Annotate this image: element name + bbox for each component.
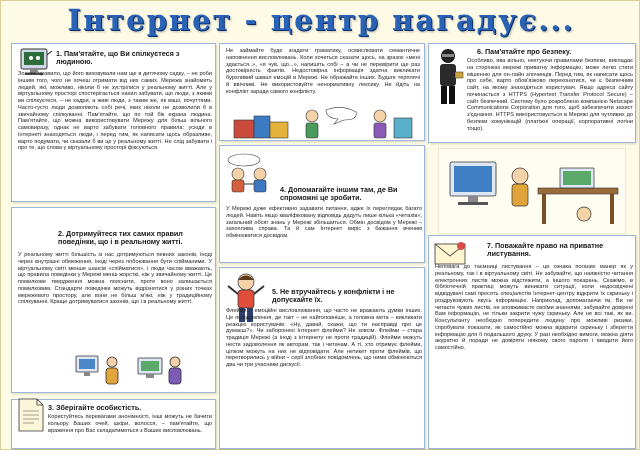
section-3-heading: 3. Зберігайте особистість. — [48, 403, 142, 412]
section-1-box — [11, 43, 216, 202]
document-icon — [16, 396, 46, 434]
section-5-box — [219, 267, 425, 449]
hacker-figure-illustration — [431, 46, 465, 106]
section-2-box — [11, 207, 216, 393]
section-2-text: У реальному житті більшість із нас дотримуються певних законів, іноді через внутрішні обмеження, іноді через побоювання бути спійманими. У віртуальному світі менше шансів «спійматися», і люди часом вважають, що правила поведінки у Мережі менш жорсткі, ніж у звичайному житті. Це помилкове твердження можна пояснити, проте воно залишається помилковим. Стандарти поведінки можуть відрізнятися у різних точках мережевого простору, але вони не більш м'які, ніж у традиційному спілкуванні. Кращe дотримуватися законів, що і в реальному житті. — [18, 252, 212, 306]
section-3-text: Користуйтесь перевагами анонімності, інші можуть не бачити кольору Ваших очей, шкіри, волосся, – пам'ятайте, що враження про Вас складатиметься з Ваших висловлювань. — [48, 414, 212, 434]
section-5-text: Флейми – емоційні висловлювання, що часто не вражають думки інших. Це повідомлення, де такт – не найголовніше, а головна мета – викликати реакцію користувачів: «Ну, давай, скажи, що ти насправді про це думаєш?». Чи заборонені Інтернет флейми? Не зовсім. Флейми – стара традиція Мережі (а іноді з інтернету не проти традицій). Флейми можуть нести задоволення як авторам, так і читачам. А ті, хто отримує флейми, цілком можуть на них не відповідати. Але нетикет проти флеймів, що перетворились у війни – серії злобних повідомлень, що ними обмінюються два чи три учасники дискусії. — [226, 308, 422, 368]
netiquette-intro-box — [219, 43, 425, 141]
section-7-box — [428, 235, 636, 449]
section-4-box — [219, 145, 425, 263]
section-2-heading: 2. Дотримуйтеся тих самих правил поведінки, що і в реальному житті. — [58, 229, 183, 247]
section-1-text: Золоте правило, що його виховували нам ще в дитячому садку, – не роби іншим того, чого не хочеш отримати від них самих. Мережа знайомить людей, які, можливо, ніколи б не зустрілися у реальному житті. Але у віртуальному просторі спостерігається нахил забувати, що люди, з якими ви спілкуєтеся, – не кадри, а живі люди, з таким же, як ваші, почуттями. Часто-густо люди дозволяють собі речі, яких ніколи не дозволили б в звичайному спілкуванні. Пам'ятайте, що по той бік екрана людина. Пам'ятайте, що можна використовувати Мережу для більш вільного самовиразу, однак не варто забувати головного правила: усюди в Інтернеті знаходяться люди, і перед тим, як написати щось образливе, варто подумати, чи сказали б ви це у реальному житті. Не слід забувати і про те, що слова у віртуальному просторі фіксуються. — [18, 71, 212, 152]
netiquette-intro-text: Не займайте буде згадати граматику, осмислювати семантичне наповнення висловлювань. Коли хочеться сказати щось, на зразок «мені здається..», «я чув, що...», напишіть собі – а чи не перевірити ще раз достовірність фактів. Недостовірна інформація здатна викликати бурхливий шквал емоцій в Мережі. Не ображайте інших. Будьте терплячі й ввічливі. Не використовуйте ненормативну лексику. Не йдіть на конфлікт заради самого конфлікту. — [226, 48, 420, 95]
section-7-text: Неповага до таємниці листування – це ознака поганих манер як у реальному, так і в віртуальному світі. Не забувайте, що наявністю читання електронних листів можна відстежити, а іншого покарань. Скажімо, в бібліотечній практиці можуть виникати ситуації, коли недосвідчені відвідувачі самі просять спеціалістів Інтернет-центру відкрити їх скриньку і роздруковують якусь інформацію. Наприклад, допомагаючи їм, Ви не читаєте чужих листів, не зловживаєте своїми знаннями, забувайте довірені Вам інформацію, не тільки закрити чужу скриньку. Але не всі такі, як ви. Консультанту необхідно попередити людину про можливі ризики, спробувати показати, як самостійно можна відкрити скриньку і зберегти інформацію для її подальшого друку. У разі необхідно вимоги, можна діяти акуратно й поради не довіряти ніякому свого пароля і вводити його самостійно. — [435, 264, 633, 351]
helping-hands-illustration — [224, 152, 274, 194]
section-3-box — [11, 399, 216, 449]
computer-desk-illustration — [438, 148, 626, 234]
section-4-text: У Мережі дуже ефективно задавати питання, адже їх переглядає багато людей. Навіть якщо кваліфіковану відповідь дадуть лише кілька «четахів», загальний обсяг знань у Мережі збільшиться. Обмін досвідом у Мережі – захоплива справа. Та й сам Інтернет виріс з бажання вченим обмінюватися досвідом. — [226, 206, 422, 239]
section-6-text: Особливо, ява вільно, нехтуючи правилами безпеки, викладає на сторінках мережі приватну інформацію, може легко стати мішенню для он-лайн злочинців. Перед тим, як написати щось про себе, варто обов'язково переконатися, чи є безпечним сайт, на якому знаходяться користувач. Якщо адреса сайту починається з HTTPS (Hypertext Transfer Protocol Secure) – сайт безпечний. Систему було розроблено компанією Netscape Communications Corporation для того, щоб забезпечити захист з'єднання. HTTPS використовується в Мережі для чутливих до безпеки комунікацій (платіжні операції, корпоративні логіни тощо). — [467, 58, 633, 132]
section-6-heading: 6. Пам'ятайте про безпеку. — [477, 47, 572, 56]
books-people-illustration — [230, 106, 416, 140]
section-1-heading: 1. Пам'ятайте, що Ви спілкуєтеся з людиною. — [56, 49, 180, 67]
section-6-box — [428, 43, 636, 143]
section-7-heading: 7. Поважайте право на приватне листування. — [487, 241, 604, 259]
column-middle — [219, 43, 425, 449]
section-4-heading: 4. Допомагайте іншим там, де Ви спроможні це зробити. — [280, 185, 398, 203]
column-right — [428, 43, 636, 449]
section-5-heading: 5. Не втручайтесь у конфлікти і не допускайте їх. — [272, 287, 395, 305]
computer-users-illustration — [72, 348, 192, 392]
poster-title: Інтернет - центр нагадує... — [67, 3, 575, 37]
column-left — [11, 43, 216, 449]
